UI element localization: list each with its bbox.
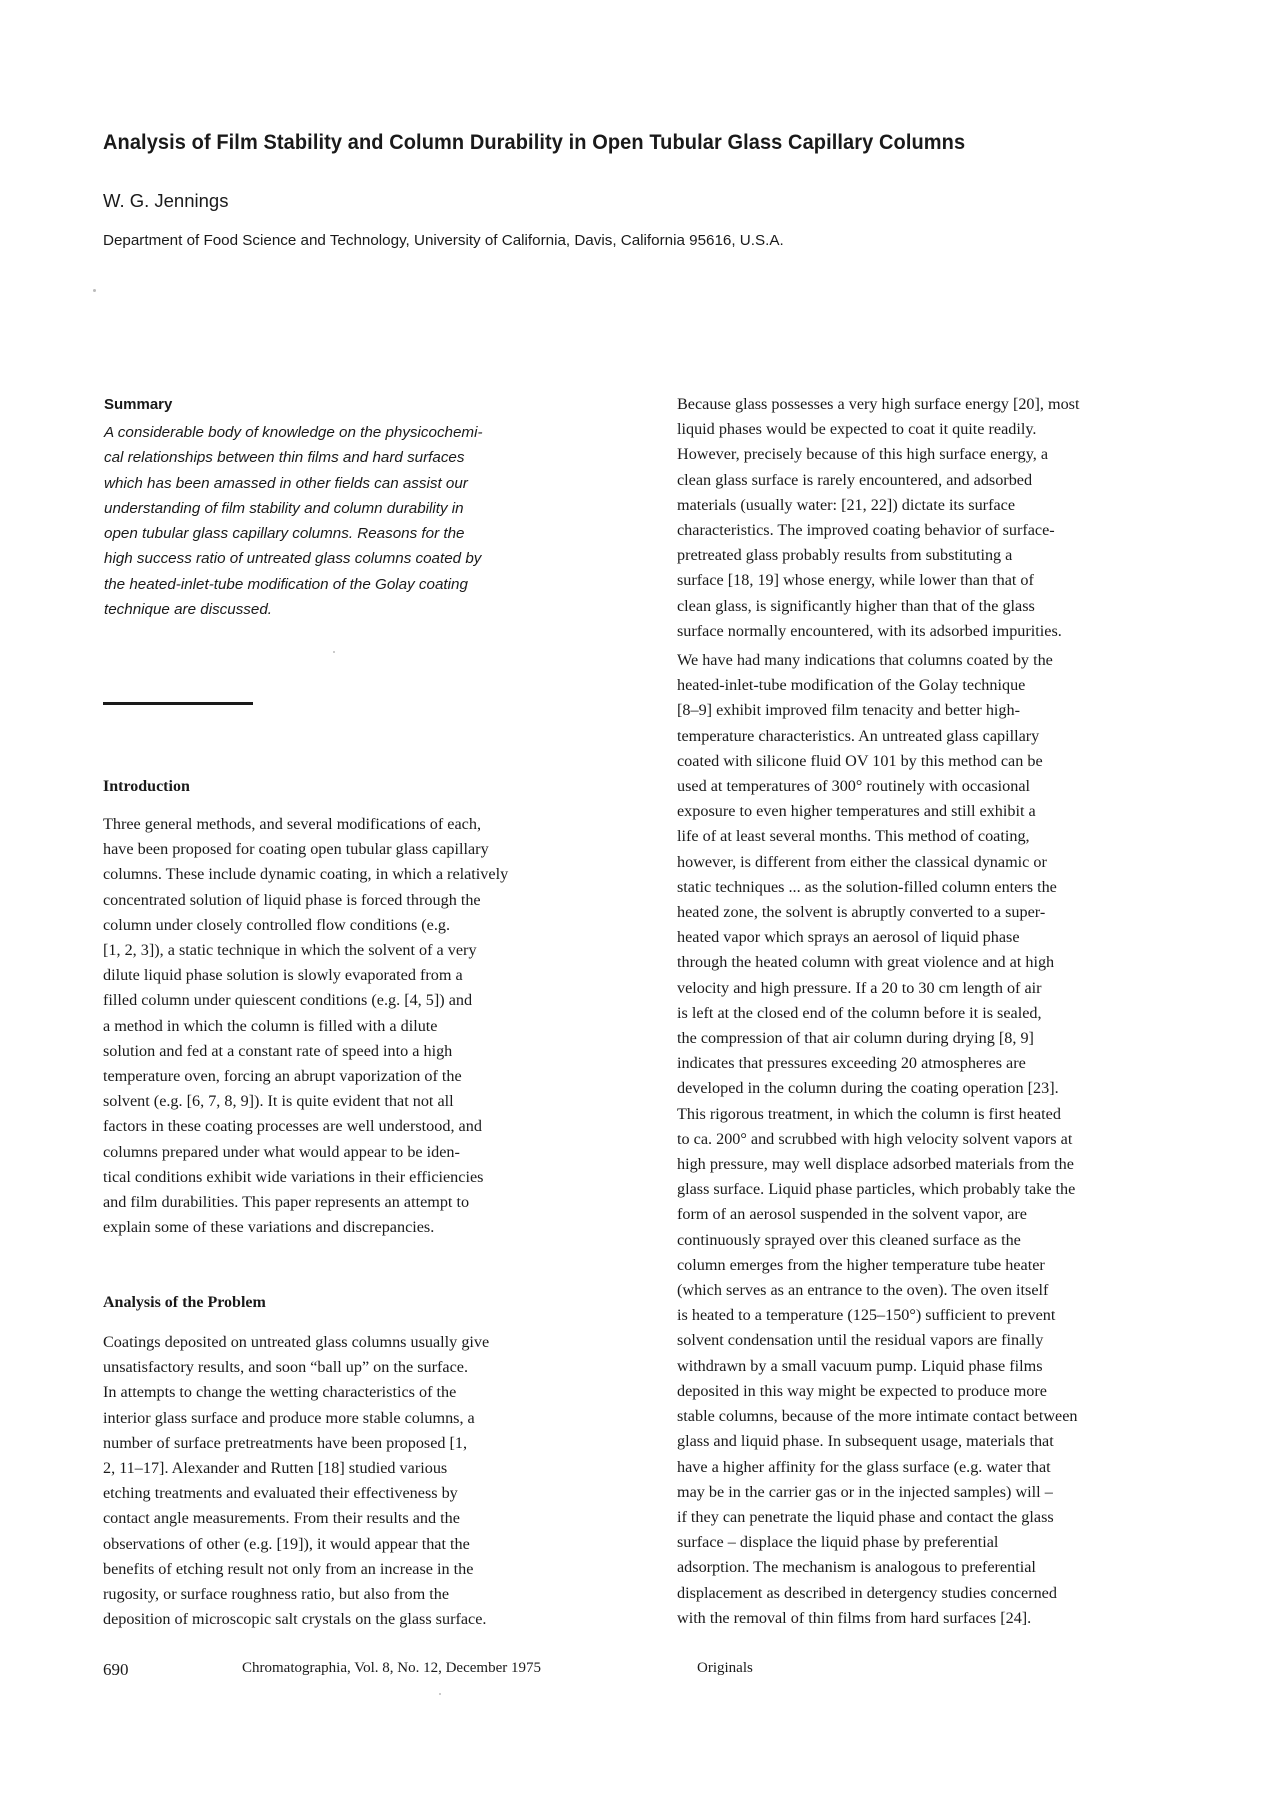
text-line: deposited in this way might be expected to produce more — [677, 1381, 1047, 1400]
page-number: 690 — [103, 1660, 129, 1679]
text-line: solution and fed at a constant rate of speed into a high — [103, 1041, 453, 1060]
text-line: is heated to a temperature (125–150°) sufficient to prevent — [677, 1306, 1056, 1325]
text-line: velocity and high pressure. If a 20 to 30 cm length of air — [677, 978, 1042, 997]
text-line: solvent condensation until the residual vapors are finally — [677, 1331, 1044, 1350]
text-line: however, is different from either the classical dynamic or — [677, 852, 1047, 871]
text-line: filled column under quiescent conditions (e.g. [4, 5]) and — [103, 991, 473, 1010]
introduction-body — [103, 812, 633, 1240]
text-line: temperature characteristics. An untreated glass capillary — [677, 726, 1040, 745]
text-line: developed in the column during the coating operation [23]. — [677, 1079, 1059, 1098]
text-line: coated with silicone fluid OV 101 by this method can be — [677, 751, 1043, 770]
scan-speck — [439, 1693, 441, 1695]
text-line: glass surface. Liquid phase particles, which probably take the — [677, 1180, 1076, 1199]
text-line: have a higher affinity for the glass surface (e.g. water that — [677, 1457, 1051, 1476]
text-line: surface [18, 19] whose energy, while lower than that of — [677, 571, 1034, 590]
text-line: through the heated column with great violence and at high — [677, 953, 1055, 972]
analysis-body — [103, 1330, 633, 1632]
text-line: pretreated glass probably results from substituting a — [677, 546, 1013, 565]
text-line: high pressure, may well displace adsorbed materials from the — [677, 1155, 1074, 1174]
text-line: characteristics. The improved coating behavior of surface- — [677, 521, 1055, 540]
right-paragraph-1 — [677, 392, 1207, 644]
text-line: 2, 11–17]. Alexander and Rutten [18] studied various — [103, 1459, 448, 1478]
text-line: is left at the closed end of the column before it is sealed, — [677, 1003, 1042, 1022]
summary-abstract — [104, 420, 624, 622]
text-line: adsorption. The mechanism is analogous to preferential — [677, 1558, 1036, 1577]
journal-citation: Chromatographia, Vol. 8, No. 12, December 1975 — [242, 1660, 541, 1676]
summary-line: high success ratio of untreated glass columns coated by — [104, 550, 482, 568]
text-line: displacement as described in detergency studies concerned — [677, 1583, 1057, 1602]
text-line: column under closely controlled flow conditions (e.g. — [103, 915, 451, 934]
text-line: We have had many indications that columns coated by the — [677, 651, 1053, 669]
text-line: factors in these coating processes are well understood, and — [103, 1117, 482, 1136]
analysis-heading: Analysis of the Problem — [103, 1294, 266, 1311]
text-line: Because glass possesses a very high surface energy [20], most — [677, 395, 1080, 413]
summary-line: which has been amassed in other fields can assist our — [104, 474, 468, 492]
summary-line: the heated-inlet-tube modification of the Golay coating — [104, 575, 468, 593]
summary-line: A considerable body of knowledge on the physicochemi- — [104, 424, 483, 441]
text-line: heated zone, the solvent is abruptly converted to a super- — [677, 903, 1046, 922]
text-line: materials (usually water: [21, 22]) dictate its surface — [677, 495, 1016, 514]
text-line: columns prepared under what would appear to be iden- — [103, 1142, 460, 1161]
text-line: Coatings deposited on untreated glass columns usually give — [103, 1333, 490, 1351]
summary-line: cal relationships between thin films and hard surfaces — [104, 449, 465, 467]
text-line: column emerges from the higher temperature tube heater — [677, 1255, 1045, 1274]
text-line: explain some of these variations and discrepancies. — [103, 1218, 435, 1237]
summary-heading: Summary — [104, 396, 173, 413]
text-line: heated vapor which sprays an aerosol of liquid phase — [677, 928, 1020, 947]
scan-speck — [93, 289, 96, 292]
text-line: solvent (e.g. [6, 7, 8, 9]). It is quite evident that not all — [103, 1092, 454, 1111]
text-line: columns. These include dynamic coating, in which a relatively — [103, 865, 509, 884]
text-line: have been proposed for coating open tubular glass capillary — [103, 840, 489, 859]
author-affiliation: Department of Food Science and Technology, University of California, Davis, California 95616, U.S.A. — [103, 232, 784, 249]
summary-line: technique are discussed. — [104, 601, 273, 619]
text-line: clean glass surface is rarely encountered, and adsorbed — [677, 470, 1033, 489]
text-line: (which serves as an entrance to the oven). The oven itself — [677, 1281, 1049, 1300]
text-line: rugosity, or surface roughness ratio, but also from the — [103, 1585, 449, 1604]
text-line: etching treatments and evaluated their effectiveness by — [103, 1484, 458, 1503]
text-line: clean glass, is significantly higher than that of the glass — [677, 596, 1035, 615]
text-line: continuously sprayed over this cleaned surface as the — [677, 1230, 1021, 1249]
text-line: and film durabilities. This paper represents an attempt to — [103, 1193, 470, 1212]
introduction-heading: Introduction — [103, 778, 190, 795]
text-line: a method in which the column is filled with a dilute — [103, 1016, 438, 1035]
text-line: the compression of that air column during drying [8, 9] — [677, 1029, 1034, 1048]
text-line: dilute liquid phase solution is slowly evaporated from a — [103, 966, 463, 985]
text-line: surface normally encountered, with its adsorbed impurities. — [677, 621, 1062, 640]
summary-line: understanding of film stability and column durability in — [104, 499, 464, 517]
text-line: However, precisely because of this high surface energy, a — [677, 445, 1049, 464]
text-line: if they can penetrate the liquid phase and contact the glass — [677, 1507, 1054, 1526]
section-label: Originals — [697, 1660, 753, 1676]
text-line: tical conditions exhibit wide variations in their efficiencies — [103, 1167, 484, 1186]
text-line: stable columns, because of the more intimate contact between — [677, 1407, 1078, 1426]
text-line: number of surface pretreatments have been proposed [1, — [103, 1433, 468, 1452]
text-line: used at temperatures of 300° routinely with occasional — [677, 777, 1031, 796]
text-line: deposition of microscopic salt crystals on the glass surface. — [103, 1610, 487, 1629]
text-line: contact angle measurements. From their results and the — [103, 1509, 460, 1528]
text-line: benefits of etching result not only from an increase in the — [103, 1559, 474, 1578]
scan-speck — [333, 651, 335, 653]
right-paragraph-2 — [677, 648, 1207, 1631]
text-line: In attempts to change the wetting characteristics of the — [103, 1383, 457, 1402]
text-line: with the removal of thin films from hard surfaces [24]. — [677, 1608, 1032, 1627]
section-divider — [103, 702, 253, 705]
text-line: indicates that pressures exceeding 20 atmospheres are — [677, 1054, 1026, 1073]
text-line: glass and liquid phase. In subsequent usage, materials that — [677, 1432, 1054, 1451]
text-line: surface – displace the liquid phase by preferential — [677, 1533, 999, 1552]
text-line: may be in the carrier gas or in the injected samples) will – — [677, 1482, 1053, 1501]
text-line: heated-inlet-tube modification of the Golay technique — [677, 676, 1026, 695]
text-line: concentrated solution of liquid phase is forced through the — [103, 890, 481, 909]
text-line: interior glass surface and produce more stable columns, a — [103, 1408, 475, 1427]
text-line: form of an aerosol suspended in the solvent vapor, are — [677, 1205, 1027, 1224]
text-line: This rigorous treatment, in which the column is first heated — [677, 1104, 1061, 1123]
text-line: [1, 2, 3]), a static technique in which the solvent of a very — [103, 941, 477, 960]
text-line: observations of other (e.g. [19]), it would appear that the — [103, 1534, 470, 1553]
text-line: static techniques ... as the solution-filled column enters the — [677, 877, 1057, 896]
text-line: exposure to even higher temperatures and still exhibit a — [677, 802, 1036, 821]
author-name: W. G. Jennings — [103, 190, 229, 211]
text-line: Three general methods, and several modifications of each, — [103, 815, 482, 833]
text-line: unsatisfactory results, and soon “ball up” on the surface. — [103, 1358, 469, 1377]
summary-line: open tubular glass capillary columns. Reasons for the — [104, 525, 465, 543]
text-line: life of at least several months. This method of coating, — [677, 827, 1030, 846]
text-line: withdrawn by a small vacuum pump. Liquid phase films — [677, 1356, 1043, 1375]
text-line: temperature oven, forcing an abrupt vaporization of the — [103, 1067, 462, 1086]
paper-title: Analysis of Film Stability and Column Durability in Open Tubular Glass Capillary Columns — [103, 130, 966, 154]
text-line: to ca. 200° and scrubbed with high velocity solvent vapors at — [677, 1129, 1073, 1148]
text-line: liquid phases would be expected to coat it quite readily. — [677, 420, 1037, 439]
text-line: [8–9] exhibit improved film tenacity and better high- — [677, 701, 1020, 720]
